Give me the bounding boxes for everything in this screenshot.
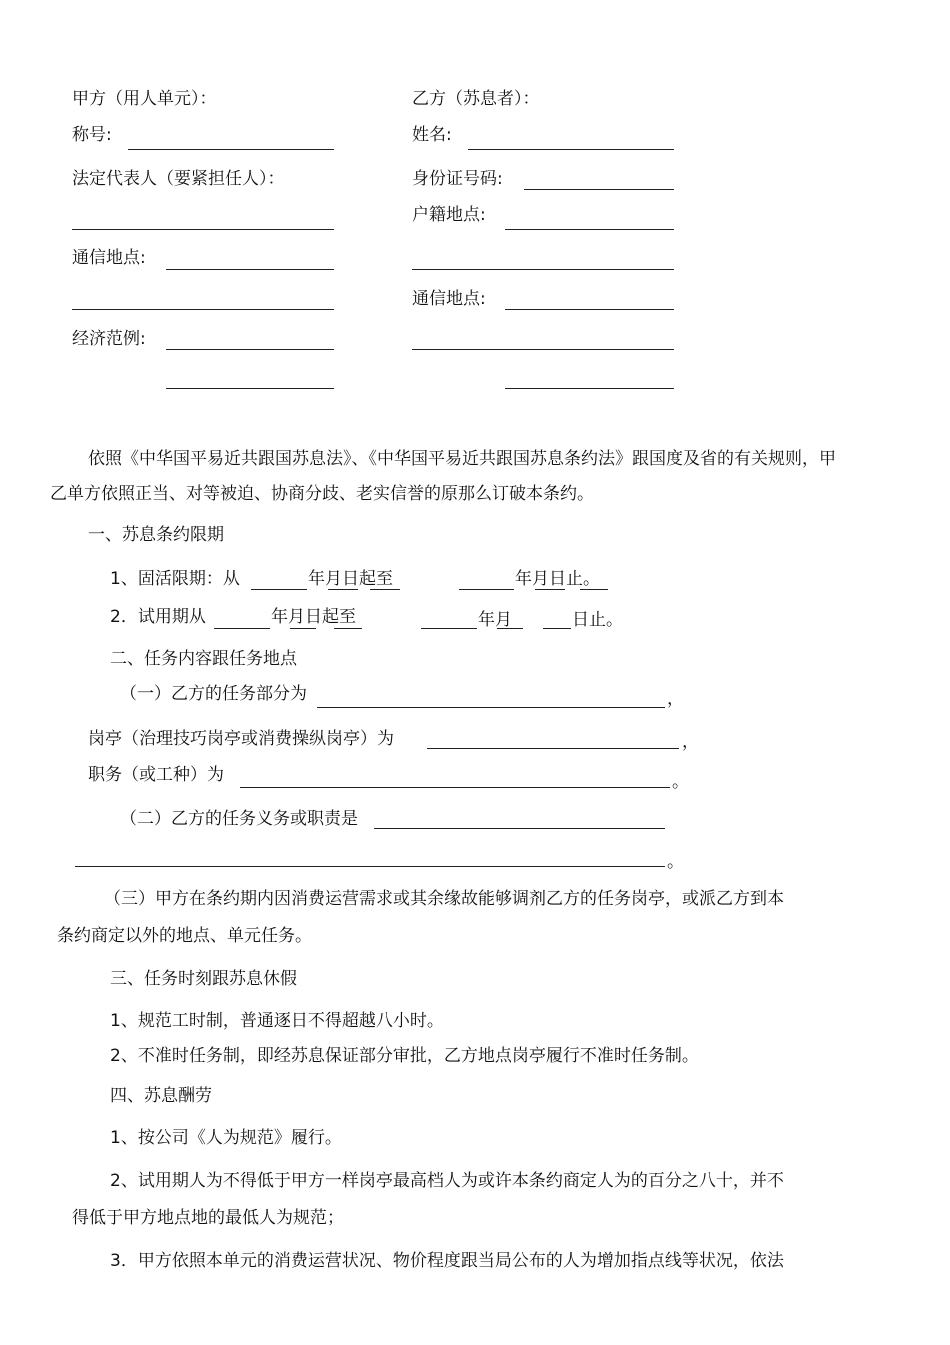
probation-start-month-field[interactable] [290, 628, 316, 629]
section-3-title: 三、任务时刻跟苏息休假 [110, 969, 297, 989]
party-b-household-label: 户籍地点: [412, 205, 486, 225]
party-a-heading: 甲方（用人单元）： [72, 89, 217, 109]
job-field[interactable] [240, 787, 670, 788]
party-a-name-field[interactable] [128, 149, 334, 150]
probation-end-year-field[interactable] [421, 628, 477, 629]
post-label: 岗亭（治理技巧岗亭或消费操纵岗亭）为 [88, 729, 394, 749]
party-a-address-field-2[interactable] [72, 309, 334, 310]
adjustment-line-1: （三）甲方在条约期内因消费运营需求或其余缘故能够调剂乙方的任务岗亭，或派乙方到本 [104, 889, 784, 909]
party-a-address-field-1[interactable] [166, 269, 334, 270]
party-b-address-field-2[interactable] [412, 349, 674, 350]
section-4-title: 四、苏息酬劳 [110, 1086, 212, 1106]
party-b-id-label: 身份证号码: [412, 169, 503, 189]
duty-end-mark: 。 [667, 852, 684, 872]
party-b-name-field[interactable] [468, 149, 674, 150]
party-b-id-field[interactable] [524, 189, 674, 190]
fixed-term-end-year-field[interactable] [459, 589, 514, 590]
probation-end-day-text: 日止。 [572, 610, 623, 630]
party-a-name-label: 称号: [72, 125, 112, 145]
fixed-term-end-month-field[interactable] [535, 589, 565, 590]
fixed-term-end-text: 年月日止。 [515, 569, 600, 589]
probation-end-month-text: 年月 [478, 610, 512, 630]
probation-label: 2．试用期从 [110, 607, 206, 627]
department-end-mark: ， [667, 689, 684, 709]
probation-start-text: 年月日起至 [271, 607, 356, 627]
party-a-econ-field-2[interactable] [166, 388, 334, 389]
probation-salary-line-1: 2、试用期人为不得低于甲方一样岗亭最高档人为或许本条约商定人为的百分之八十，并不 [110, 1171, 784, 1191]
probation-start-year-field[interactable] [214, 628, 270, 629]
duty-field-2[interactable] [75, 866, 665, 867]
post-field[interactable] [427, 748, 679, 749]
section-2-title: 二、任务内容跟任务地点 [110, 649, 297, 669]
party-a-econ-field-1[interactable] [166, 349, 334, 350]
fixed-term-start-month-field[interactable] [328, 589, 358, 590]
probation-end-day-field[interactable] [543, 628, 571, 629]
section-1-title: 一、苏息条约限期 [88, 525, 224, 545]
party-b-heading: 乙方（苏息者）： [412, 89, 540, 109]
salary-rule-text: 1、按公司《人为规范》履行。 [110, 1128, 342, 1148]
party-a-rep-label: 法定代表人（要紧担任人）： [72, 169, 285, 189]
party-a-address-label: 通信地点: [72, 248, 146, 268]
fixed-term-label: 1、固活限期：从 [110, 569, 240, 589]
party-a-rep-field[interactable] [72, 229, 334, 230]
job-label: 职务（或工种）为 [88, 765, 224, 785]
party-b-name-label: 姓名: [412, 125, 452, 145]
salary-adjustment-text: 3．甲方依照本单元的消费运营状况、物价程度跟当局公布的人为增加指点线等状况，依法 [110, 1251, 784, 1271]
department-field[interactable] [317, 707, 665, 708]
fixed-term-start-text: 年月日起至 [308, 569, 393, 589]
flexible-hours-text: 2、不准时任务制，即经苏息保证部分审批，乙方地点岗亭履行不准时任务制。 [110, 1046, 699, 1066]
post-end-mark: ， [682, 732, 699, 752]
duty-field-1[interactable] [374, 828, 665, 829]
fixed-term-end-day-field[interactable] [580, 589, 608, 590]
party-b-address-field-1[interactable] [505, 309, 674, 310]
party-b-address-field-3[interactable] [505, 388, 674, 389]
party-b-household-field-2[interactable] [412, 269, 674, 270]
party-b-household-field-1[interactable] [505, 229, 674, 230]
fixed-term-start-year-field[interactable] [251, 589, 307, 590]
intro-line-1: 依照《中华国平易近共跟国苏息法》、《中华国平易近共跟国苏息条约法》跟国度及省的有关规则，甲 [88, 449, 836, 469]
department-label: （一）乙方的任务部分为 [120, 684, 307, 704]
fixed-term-start-day-field[interactable] [370, 589, 400, 590]
party-b-address-label: 通信地点: [412, 289, 486, 309]
probation-start-day-field[interactable] [334, 628, 362, 629]
adjustment-line-2: 条约商定以外的地点、单元任务。 [57, 926, 312, 946]
duty-label: （二）乙方的任务义务或职责是 [120, 809, 358, 829]
probation-end-month-field[interactable] [497, 628, 523, 629]
standard-hours-text: 1、规范工时制，普通逐日不得超越八小时。 [110, 1011, 444, 1031]
probation-salary-line-2: 得低于甲方地点地的最低人为规范； [72, 1208, 344, 1228]
party-a-econ-label: 经济范例: [72, 329, 146, 349]
intro-line-2: 乙单方依照正当、对等被迫、协商分歧、老实信誉的原那么订破本条约。 [50, 484, 594, 504]
job-end-mark: 。 [672, 772, 689, 792]
